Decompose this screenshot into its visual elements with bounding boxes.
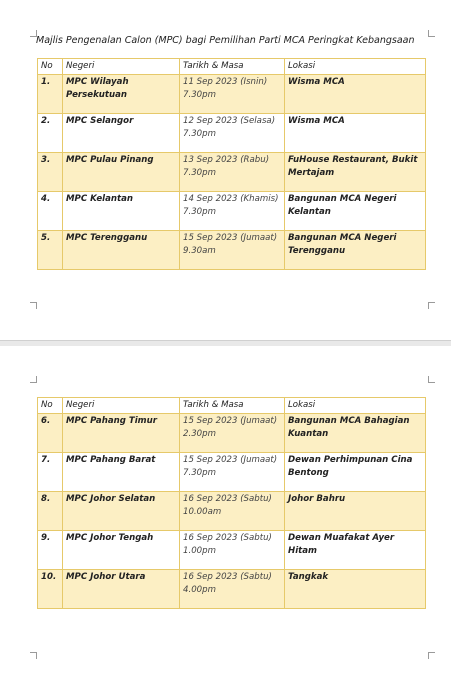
row-date: 13 Sep 2023 (Rabu) [183, 155, 270, 165]
row-lokasi: Wisma MCA [285, 114, 426, 153]
header-lokasi: Lokasi [285, 398, 426, 414]
row-number: 2. [38, 114, 63, 153]
row-tarikh-masa [180, 453, 285, 492]
row-number: 6. [38, 414, 63, 453]
row-lokasi: Dewan Perhimpunan Cina Bentong [285, 453, 426, 492]
table-row [38, 231, 426, 270]
row-tarikh-masa [180, 153, 285, 192]
row-time: 10.00am [183, 507, 222, 517]
row-tarikh-masa [180, 231, 285, 270]
row-tarikh-masa [180, 192, 285, 231]
row-date: 11 Sep 2023 (Isnin) [183, 77, 268, 87]
document-title: Majlis Pengenalan Calon (MPC) bagi Pemilihan Parti MCA Peringkat Kebangsaan [36, 35, 415, 46]
row-date: 15 Sep 2023 (Jumaat) [183, 233, 278, 243]
row-number: 9. [38, 531, 63, 570]
row-tarikh-masa [180, 492, 285, 531]
row-time: 1.00pm [183, 546, 216, 556]
margin-mark-bottom-left [30, 652, 37, 659]
row-tarikh-masa [180, 531, 285, 570]
row-time: 2.30pm [183, 429, 216, 439]
margin-mark-bottom-left [30, 302, 37, 309]
row-negeri: MPC Johor Selatan [63, 492, 180, 531]
row-negeri: MPC Johor Utara [63, 570, 180, 609]
row-time: 7.30pm [183, 468, 216, 478]
row-negeri: MPC Pulau Pinang [63, 153, 180, 192]
margin-mark-top-right [428, 376, 435, 383]
margin-mark-bottom-right [428, 302, 435, 309]
row-lokasi: Bangunan MCA Bahagian Kuantan [285, 414, 426, 453]
table-row [38, 453, 426, 492]
row-date: 16 Sep 2023 (Sabtu) [183, 533, 272, 543]
row-time: 7.30pm [183, 168, 216, 178]
table-row [38, 75, 426, 114]
header-no: No [38, 398, 63, 414]
document-page-1 [0, 0, 451, 340]
row-negeri: MPC Kelantan [63, 192, 180, 231]
document-page-2 [0, 346, 451, 690]
row-negeri: MPC Selangor [63, 114, 180, 153]
row-time: 7.30pm [183, 90, 216, 100]
row-date: 16 Sep 2023 (Sabtu) [183, 494, 272, 504]
row-date: 12 Sep 2023 (Selasa) [183, 116, 276, 126]
header-negeri: Negeri [63, 398, 180, 414]
row-number: 5. [38, 231, 63, 270]
row-number: 7. [38, 453, 63, 492]
row-negeri: MPC Pahang Timur [63, 414, 180, 453]
row-number: 8. [38, 492, 63, 531]
table-row [38, 114, 426, 153]
header-tarikh-masa: Tarikh & Masa [180, 398, 285, 414]
row-number: 1. [38, 75, 63, 114]
table-row [38, 153, 426, 192]
row-negeri: MPC Wilayah Persekutuan [63, 75, 180, 114]
row-lokasi: Bangunan MCA Negeri Kelantan [285, 192, 426, 231]
table-row [38, 492, 426, 531]
table-body-2 [38, 414, 426, 609]
row-number: 10. [38, 570, 63, 609]
table-header-row [38, 59, 426, 75]
row-negeri: MPC Terengganu [63, 231, 180, 270]
row-tarikh-masa [180, 570, 285, 609]
header-lokasi: Lokasi [285, 59, 426, 75]
schedule-table-1 [37, 58, 426, 270]
row-lokasi: Dewan Muafakat Ayer Hitam [285, 531, 426, 570]
schedule-table-2 [37, 397, 426, 609]
row-date: 15 Sep 2023 (Jumaat) [183, 416, 278, 426]
row-tarikh-masa [180, 414, 285, 453]
table-header-row [38, 398, 426, 414]
row-date: 15 Sep 2023 (Jumaat) [183, 455, 278, 465]
row-number: 4. [38, 192, 63, 231]
row-lokasi: Tangkak [285, 570, 426, 609]
row-lokasi: Johor Bahru [285, 492, 426, 531]
row-time: 9.30am [183, 246, 216, 256]
row-negeri: MPC Johor Tengah [63, 531, 180, 570]
row-time: 7.30pm [183, 129, 216, 139]
row-date: 14 Sep 2023 (Khamis) [183, 194, 279, 204]
row-negeri: MPC Pahang Barat [63, 453, 180, 492]
row-time: 4.00pm [183, 585, 216, 595]
row-tarikh-masa [180, 75, 285, 114]
table-body-1 [38, 75, 426, 270]
row-number: 3. [38, 153, 63, 192]
table-row [38, 414, 426, 453]
header-tarikh-masa: Tarikh & Masa [180, 59, 285, 75]
row-date: 16 Sep 2023 (Sabtu) [183, 572, 272, 582]
margin-mark-bottom-right [428, 652, 435, 659]
table-row [38, 570, 426, 609]
header-negeri: Negeri [63, 59, 180, 75]
table-row [38, 192, 426, 231]
row-time: 7.30pm [183, 207, 216, 217]
row-lokasi: Wisma MCA [285, 75, 426, 114]
row-lokasi: Bangunan MCA Negeri Terengganu [285, 231, 426, 270]
table-row [38, 531, 426, 570]
row-lokasi: FuHouse Restaurant, Bukit Mertajam [285, 153, 426, 192]
row-tarikh-masa [180, 114, 285, 153]
margin-mark-top-left [30, 376, 37, 383]
header-no: No [38, 59, 63, 75]
